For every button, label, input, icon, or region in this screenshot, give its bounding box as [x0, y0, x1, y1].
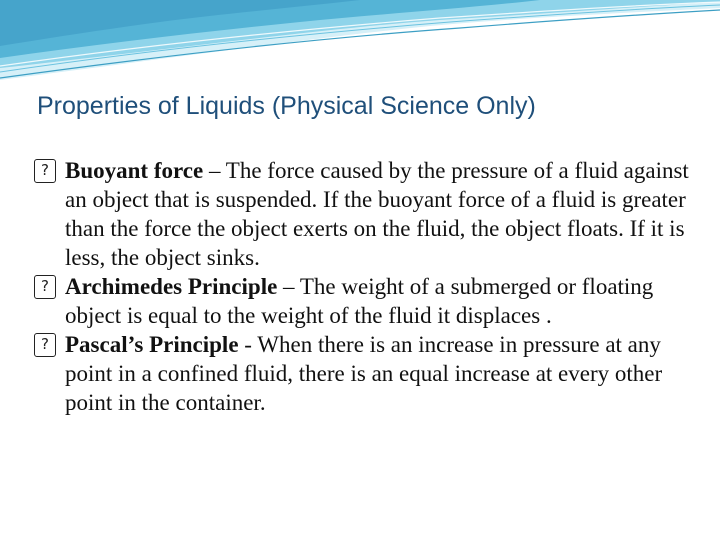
slide-title: Properties of Liquids (Physical Science Only) — [37, 92, 536, 120]
missing-glyph-bullet-icon: ? — [34, 333, 56, 357]
term-pascals-principle: Pascal’s Principle — [65, 332, 239, 357]
definition-pascals-principle: - When there is an increase in pressure at any point in a confined fluid, there is an equal increase at every other point in the container. — [65, 332, 663, 415]
bullet-item-pascals-principle — [34, 330, 704, 417]
definition-buoyant-force: – The force caused by the pressure of a fluid against an object that is suspended. If the buoyant force of a fluid is greater than the force the object exerts on the fluid, the object floats. If it is less, the object sinks. — [65, 158, 689, 270]
definition-archimedes-principle: – The weight of a submerged or floating object is equal to the weight of the fluid it displaces . — [65, 274, 654, 328]
missing-glyph-bullet-icon: ? — [34, 159, 56, 183]
term-archimedes-principle: Archimedes Principle — [65, 274, 278, 299]
bullet-item-buoyant-force — [34, 156, 704, 272]
bullet-list — [34, 156, 704, 417]
header-wave-decoration — [0, 0, 720, 90]
term-buoyant-force: Buoyant force — [65, 158, 204, 183]
bullet-item-archimedes-principle — [34, 272, 704, 330]
missing-glyph-bullet-icon: ? — [34, 275, 56, 299]
